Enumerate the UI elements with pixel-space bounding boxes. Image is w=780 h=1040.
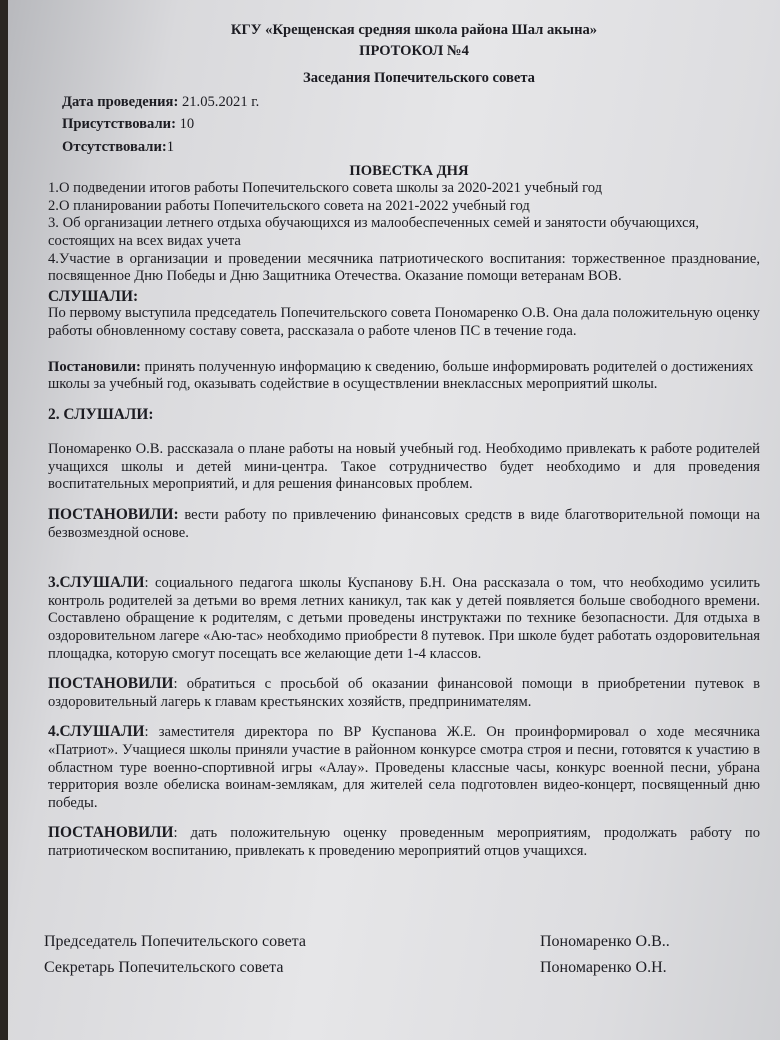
signature-chair xyxy=(44,933,750,951)
agenda-item: 2.О планировании работы Попечительского совета на 2021-2022 учебный год xyxy=(48,197,530,214)
school-name: КГУ «Крещенская средняя школа района Шал акына» xyxy=(230,22,598,38)
section-4 xyxy=(48,723,760,860)
section-2 xyxy=(48,406,760,543)
heard-text: : социального педагога школы Куспанову Б.Н. Она рассказала о том, что необходимо усилить контроль родителей за детьми во время летних каникул, так как у детей появляется больше свободного времени. Составлено обращение к родителям, с детьми проведены инструктажи по технике безопасности. Для отдыха в оздоровительном лагере «Аю-тас» необходимо приобрести 8 путевок. При школе будет работать оздоровительная площадка, которую смогут посещать все желающие дети 1-4 классов. xyxy=(48,575,760,662)
secretary-title: Секретарь Попечительского совета xyxy=(44,959,284,976)
heard-paragraph xyxy=(48,723,760,812)
heard-text: По первому выступила председатель Попечительского совета Пономаренко О.В. Она дала положительную оценку работы обновленному составу совета, рассказала о работе членов ПС в течение года. xyxy=(48,305,760,339)
decided-text: принять полученную информацию к сведению, больше информировать родителей о достижениях школы за учебный год, оказывать содействие в осуществлении внеклассных мероприятий школы. xyxy=(48,358,754,393)
present-label: Присутствовали: xyxy=(62,116,176,133)
decided-text: : обратиться с просьбой об оказании финансовой помощи в приобретении путевок в оздоровительный лагерь к главам крестьянских хозяйств, предпринимателям. xyxy=(48,676,760,710)
decision xyxy=(48,506,760,542)
decision xyxy=(48,824,760,860)
date-value: 21.05.2021 г. xyxy=(178,93,260,110)
absent-value: 1 xyxy=(166,138,175,155)
decided-label: ПОСТАНОВИЛИ xyxy=(48,675,174,693)
signature-secretary xyxy=(44,959,750,977)
heard-text: : заместителя директора по ВР Куспанова Ж.Е. Он проинформировал о ходе месячника «Патриот». Учащиеся школы приняли участие в районном конкурсе смотра строя и песни, готовятся к участию в областном туре военно-спортивной игры «Алау». Проведены классные часы, конкурс военной песни, убрана территория возле обелиска воинам-землякам, для жителей села подготовлен видео-концерт, посвященный дню победы. xyxy=(48,724,760,811)
chair-name: Пономаренко О.В.. xyxy=(540,933,670,950)
protocol-title: ПРОТОКОЛ №4 xyxy=(359,42,469,59)
heard-label: 4.СЛУШАЛИ xyxy=(48,723,145,741)
agenda-item: 1.О подведении итогов работы Попечительского совета школы за 2020-2021 учебный год xyxy=(48,180,603,197)
attendees-present xyxy=(62,116,760,134)
date-label: Дата проведения: xyxy=(62,93,179,110)
heard-paragraph xyxy=(48,574,760,663)
decision xyxy=(48,675,760,711)
document-page xyxy=(8,0,780,1040)
secretary-name: Пономаренко О.Н. xyxy=(540,959,667,976)
heard-text: Пономаренко О.В. рассказала о плане работы на новый учебный год. Необходимо привлекать к работе родителей учащихся школы и детей мини-центра. Такое сотрудничество будет необходимо и для проведения воспитательных мероприятий, и для решения финансовых проблем. xyxy=(48,441,760,493)
agenda-title: ПОВЕСТКА ДНЯ xyxy=(349,162,469,179)
section-1 xyxy=(48,288,760,394)
absent-label: Отсутствовали: xyxy=(62,138,167,155)
decided-label: ПОСТАНОВИЛИ: xyxy=(48,506,179,524)
agenda-item: 4.Участие в организации и проведении месячника патриотического воспитания: торжественное празднование, посвященное Дню Победы и Дню Защитника Отечества. Оказание помощи ветеранам ВОВ. xyxy=(48,250,760,285)
attendees-absent xyxy=(62,139,760,157)
heard-label: 3.СЛУШАЛИ xyxy=(48,574,145,592)
agenda-list xyxy=(48,180,760,286)
section-3 xyxy=(48,574,760,711)
meeting-date xyxy=(62,94,760,112)
decided-text: вести работу по привлечению финансовых средств в виде благотворительной помощи на безвозмездной основе. xyxy=(48,507,760,541)
present-value: 10 xyxy=(175,116,195,133)
decision xyxy=(48,359,760,394)
decided-text: : дать положительную оценку проведенным мероприятиям, продолжать работу по патриотическом воспитанию, привлекать к проведению мероприятий отцов учащихся. xyxy=(48,825,760,859)
decided-label: ПОСТАНОВИЛИ xyxy=(48,824,174,842)
meeting-title: Заседания Попечительского совета xyxy=(303,70,535,87)
meeting-meta xyxy=(62,94,760,157)
chair-title: Председатель Попечительского совета xyxy=(44,933,306,950)
heard-label: СЛУШАЛИ: xyxy=(48,287,139,305)
heard-label: 2. СЛУШАЛИ: xyxy=(48,405,154,423)
agenda-item: 3. Об организации летнего отдыха обучающихся из малообеспеченных семей и занятости обучающихся, состоящих на всех видах учета xyxy=(48,215,700,249)
decided-label: Постановили: xyxy=(48,358,141,375)
